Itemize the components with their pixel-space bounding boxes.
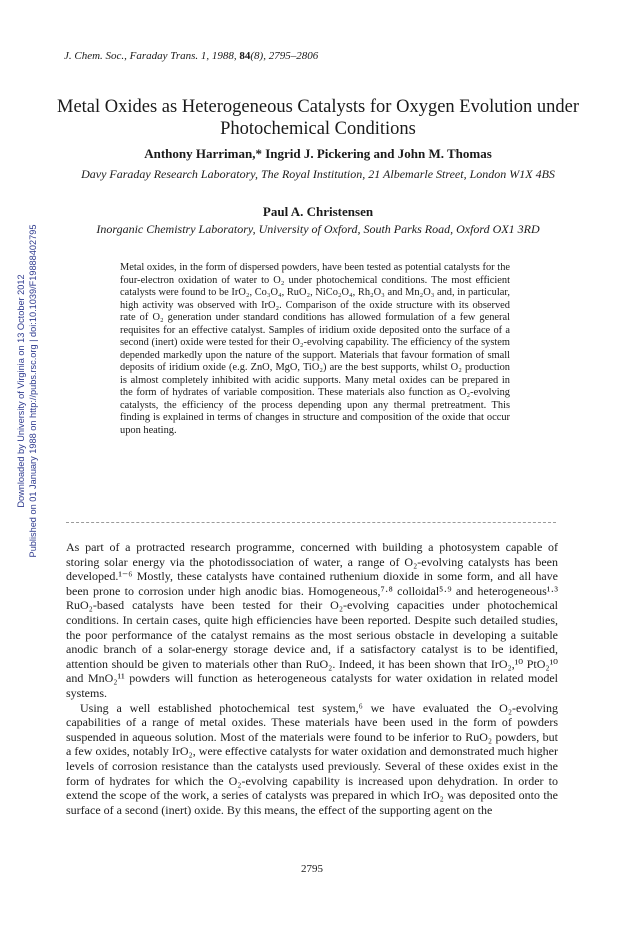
download-line: Downloaded by University of Virginia on 13 October 2012 <box>16 274 26 508</box>
abstract-text: Metal oxides, in the form of dispersed powders, have been tested as potential catalysts for the four-electron oxidation of water to O₂ under photochemical conditions. The most efficient catalysts were found to be IrO₂, Co₃O₄, RuO₂, NiCo₂O₄, Rh₂O₃ and Mn₂O₃ and, in particular, high activity was observed with IrO₂. Comparison of the oxide structure with its observed rate of O₂ generation under standard conditions has allowed formulation of a few general requisites for an effective catalyst. Samples of iridium oxide deposited onto the surface of a second (inert) oxide were tested for their O₂-evolving capability. The efficiency of the system depended markedly upon the nature of the support. Materials that favour formation of small deposits of iridium oxide (e.g. ZnO, MgO, TiO₂) are the best supports, whilst O₂ production is almost completely inhibited with acidic supports. Many metal oxides can be prepared in the form of hydrates of variable composition. These materials also function as O₂-evolving catalysts, the efficiency of the process depending upon any thermal pretreatment. This finding is explained in terms of changes in structure and composition of the oxide that occur upon heating. <box>120 262 510 436</box>
download-watermark <box>15 111 41 671</box>
author-secondary: Paul A. Christensen <box>262 204 374 219</box>
affiliation-secondary: Inorganic Chemistry Laboratory, University of Oxford, South Parks Road, Oxford OX1 3RD <box>96 222 540 236</box>
author-list-primary: Anthony Harriman,* Ingrid J. Pickering and John M. Thomas <box>144 146 492 161</box>
body-text <box>66 540 558 817</box>
journal-issue-pages: (8), 2795–2806 <box>250 50 319 62</box>
abstract <box>120 262 510 437</box>
page-number: 2795 <box>301 863 323 875</box>
affiliation-primary: Davy Faraday Research Laboratory, The Royal Institution, 21 Albemarle Street, London W1X 4BS <box>81 167 555 181</box>
published-line: Published on 01 January 1988 on http://pubs.rsc.org | doi:10.1039/F19888402795 <box>28 224 38 558</box>
body-paragraph-1: As part of a protracted research programme, concerned with building a photosystem capable of storing solar energy via the photodissociation of water, a range of O₂-evolving catalysts has been developed.¹⁻⁶ Mostly, these catalysts have contained ruthenium dioxide in some form, and all have been prone to corrosion under high anodic bias. Homogeneous,⁷·⁸ colloidal⁵·⁹ and heterogeneous¹·³ RuO₂-based catalysts have been tested for their O₂-evolving capacities under photochemical conditions. In certain cases, quite high efficiencies have been reported. Despite such detailed studies, the poor performance of the catalyst remains as the most serious obstacle in developing a suitable anodic branch of a solar-energy storage device and, if a satisfactory catalyst is to be identified, attention should be given to materials other than RuO₂. Indeed, it has been shown that IrO₂,¹⁰ PtO₂¹⁰ and MnO₂¹¹ powders will function as heterogeneous catalysts for water oxidation in related model systems. <box>66 540 558 700</box>
body-paragraph-2: Using a well established photochemical test system,⁶ we have evaluated the O₂-evolving capabilities of a range of metal oxides. These materials have been used in the form of powders suspended in aqueous solution. Most of the materials were found to be inferior to RuO₂ powders, but a few oxides, notably IrO₂, were effective catalysts for water oxidation and demonstrated much higher levels of corrosion resistance than the catalysts used previously. Several of these oxides exist in the form of hydrates for which the O₂-evolving capability is increased upon dehydration. In order to extend the scope of the work, a series of catalysts was prepared in which IrO₂ was deposited onto the surface of a second (inert) oxide. By this means, the effect of the supporting agent on the <box>66 700 558 817</box>
article-title: Metal Oxides as Heterogeneous Catalysts for Oxygen Evolution under Photochemical Conditions <box>57 97 579 139</box>
journal-volume: 84 <box>239 50 251 62</box>
journal-name: J. Chem. Soc., Faraday Trans. 1 <box>64 50 207 62</box>
section-divider <box>66 522 556 523</box>
journal-reference: J. Chem. Soc., Faraday Trans. 1, 1988, 84(8), 2795–2806 <box>64 50 319 62</box>
journal-year: 1988, <box>211 50 237 62</box>
